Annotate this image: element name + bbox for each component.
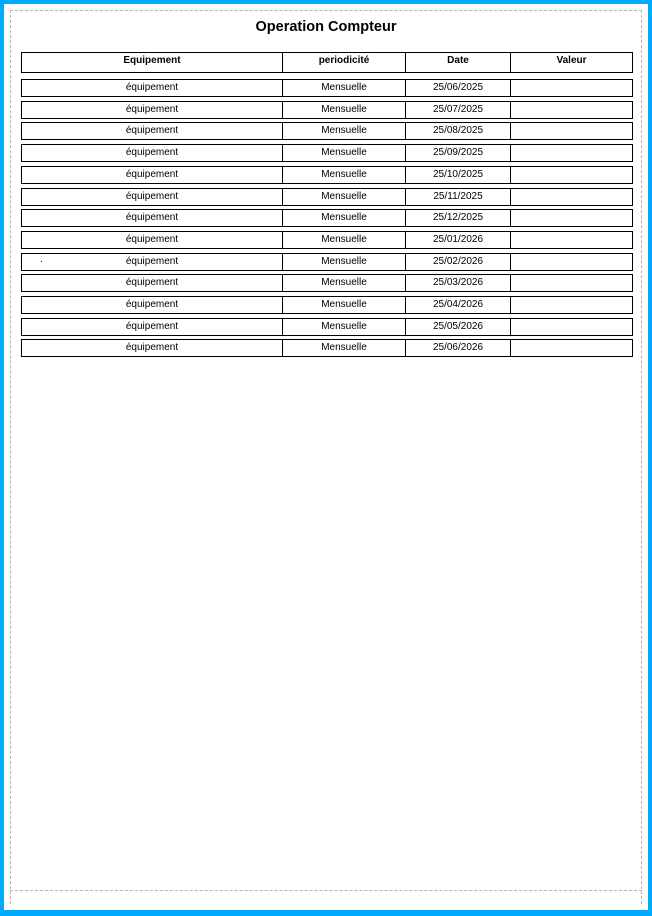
stray-mark: .: [40, 254, 43, 265]
report-title: Operation Compteur: [255, 19, 397, 35]
cell-periodicite: Mensuelle: [282, 297, 405, 313]
header-equipement: Equipement: [123, 55, 181, 66]
cell-valeur: [510, 167, 632, 183]
report-page: [4, 4, 648, 910]
table-row: [21, 253, 633, 271]
cell-date: 25/07/2025: [405, 102, 510, 118]
table-row: [21, 166, 633, 184]
cell-periodicite: Mensuelle: [282, 189, 405, 205]
cell-periodicite: Mensuelle: [282, 123, 405, 139]
margin-guide-bottom: [10, 890, 642, 891]
cell-date: 25/12/2025: [405, 210, 510, 226]
cell-date: 25/05/2026: [405, 319, 510, 335]
cell-equipement: équipement: [125, 212, 179, 224]
table-row: [21, 209, 633, 227]
cell-equipement: équipement: [125, 82, 179, 93]
cell-valeur: [510, 80, 632, 96]
cell-valeur: [510, 340, 632, 356]
cell-periodicite: Mensuelle: [282, 145, 405, 161]
cell-equipement: équipement: [125, 125, 179, 137]
header-date: Date: [405, 53, 510, 72]
cell-equipement: équipement: [125, 299, 179, 310]
cell-valeur: [510, 210, 632, 226]
table-row: [21, 339, 633, 357]
cell-date: 25/09/2025: [405, 145, 510, 161]
cell-valeur: [510, 123, 632, 139]
cell-periodicite: Mensuelle: [282, 210, 405, 226]
table-header-row: [21, 52, 633, 73]
cell-equipement: équipement: [125, 342, 179, 354]
cell-periodicite: Mensuelle: [282, 275, 405, 291]
cell-valeur: [510, 275, 632, 291]
cell-date: 25/11/2025: [405, 189, 510, 205]
table-row: [21, 188, 633, 206]
margin-guide-left: [10, 10, 11, 904]
cell-valeur: [510, 145, 632, 161]
table-row: [21, 318, 633, 336]
cell-equipement: équipement: [125, 233, 179, 245]
cell-valeur: [510, 232, 632, 248]
cell-equipement: équipement: [125, 255, 179, 267]
cell-date: 25/10/2025: [405, 167, 510, 183]
cell-valeur: [510, 189, 632, 205]
cell-equipement: équipement: [125, 277, 179, 289]
cell-date: 25/04/2026: [405, 297, 510, 313]
cell-date: 25/06/2025: [405, 80, 510, 96]
cell-equipement: équipement: [125, 147, 179, 159]
cell-date: 25/06/2026: [405, 340, 510, 356]
cell-valeur: [510, 102, 632, 118]
header-periodicite: periodicité: [282, 53, 405, 72]
cell-valeur: [510, 254, 632, 270]
margin-guide-right: [641, 10, 642, 904]
cell-equipement: équipement: [125, 320, 179, 332]
cell-valeur: [510, 297, 632, 313]
cell-periodicite: Mensuelle: [282, 102, 405, 118]
cell-date: 25/08/2025: [405, 123, 510, 139]
cell-periodicite: Mensuelle: [282, 319, 405, 335]
cell-date: 25/01/2026: [405, 232, 510, 248]
table-row: [21, 101, 633, 119]
cell-equipement: équipement: [125, 190, 179, 202]
cell-periodicite: Mensuelle: [282, 232, 405, 248]
header-valeur: Valeur: [510, 53, 632, 72]
cell-date: 25/02/2026: [405, 254, 510, 270]
table-row: [21, 79, 633, 97]
cell-equipement: équipement: [125, 103, 179, 115]
cell-periodicite: Mensuelle: [282, 80, 405, 96]
cell-equipement: équipement: [125, 168, 179, 180]
cell-date: 25/03/2026: [405, 275, 510, 291]
margin-guide-top: [10, 10, 642, 11]
cell-valeur: [510, 319, 632, 335]
table-row: [21, 231, 633, 249]
cell-periodicite: Mensuelle: [282, 167, 405, 183]
cell-periodicite: Mensuelle: [282, 340, 405, 356]
table-row: [21, 144, 633, 162]
table-row: [21, 296, 633, 314]
cell-periodicite: Mensuelle: [282, 254, 405, 270]
table-row: [21, 274, 633, 292]
table-row: [21, 122, 633, 140]
